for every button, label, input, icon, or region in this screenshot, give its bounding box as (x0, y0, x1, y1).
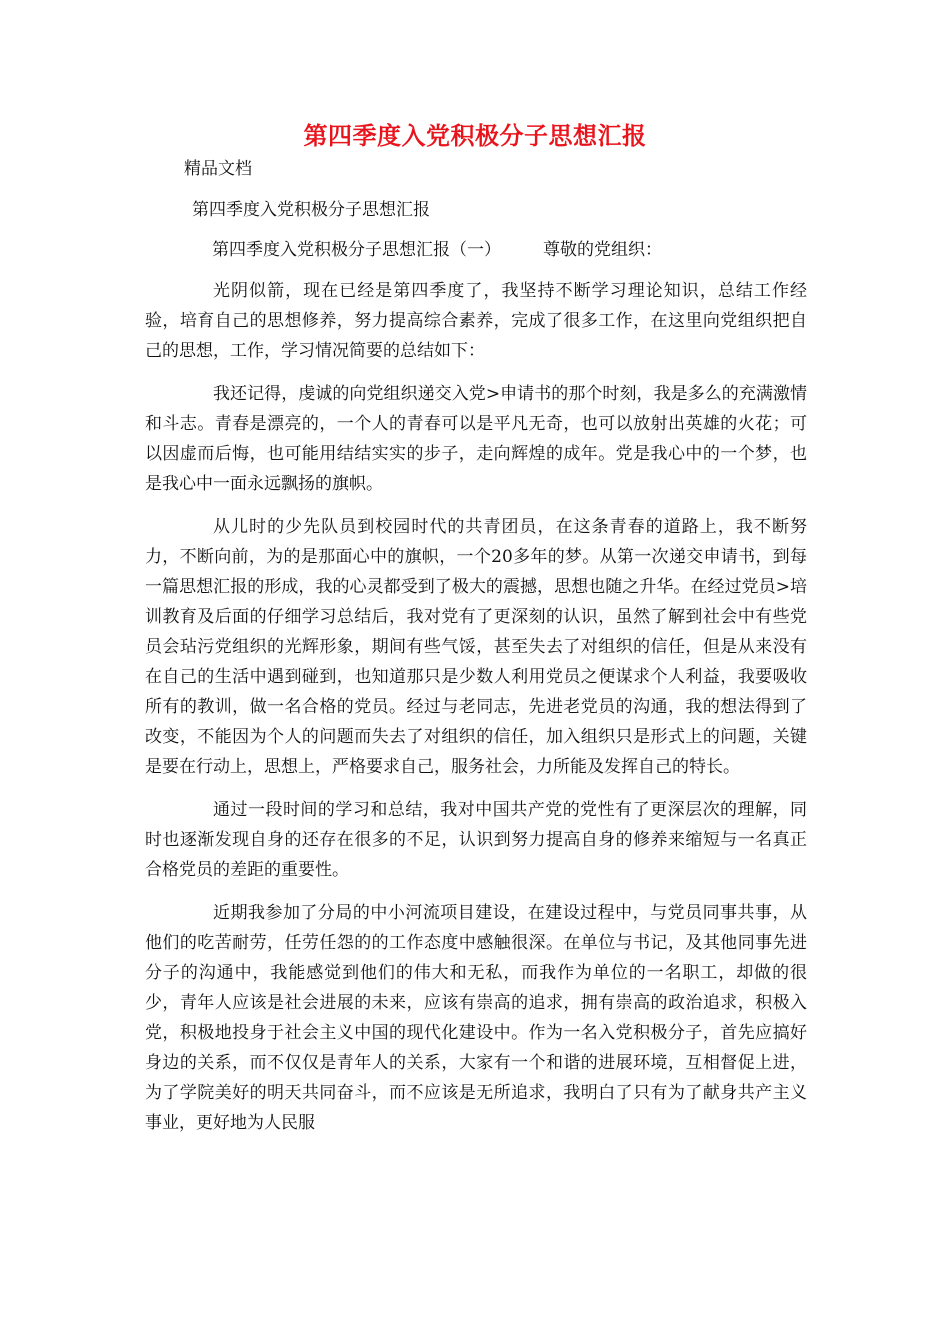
document-subtitle: 第四季度入党积极分子思想汇报 (192, 200, 430, 220)
document-title: 第四季度入党积极分子思想汇报 (303, 122, 647, 150)
header-label: 精品文档 (184, 159, 252, 179)
body-text (145, 276, 807, 1151)
paragraph: 近期我参加了分局的中小河流项目建设，在建设过程中，与党员同事共事，从他们的吃苦耐劳，任劳任怨的的工作态度中感触很深。在单位与书记，及其他同事先进分子的沟通中，我能感觉到他们的伟大和无私，而我作为单位的一名职工，却做的很少，青年人应该是社会进展的未来，应该有崇高的追求，拥有崇高的政治追求，积极入党，积极地投身于社会主义中国的现代化建设中。作为一名入党积极分子，首先应搞好身边的关系，而不仅仅是青年人的关系，大家有一个和谐的进展环境，互相督促上进，为了学院美好的明天共同奋斗，而不应该是无所追求，我明白了只有为了献身共产主义事业，更好地为人民服 (145, 903, 807, 1133)
paragraph: 我还记得，虔诚的向党组织递交入党>申请书的那个时刻，我是多么的充满激情和斗志。青春是漂亮的，一个人的青春可以是平凡无奇，也可以放射出英雄的火花；可以因虚而后悔，也可能用结结实实的步子，走向辉煌的成年。党是我心中的一个梦，也是我心中一面永远飘扬的旗帜。 (145, 384, 807, 494)
salutation: 尊敬的党组织： (543, 240, 662, 260)
paragraph: 光阴似箭，现在已经是第四季度了，我坚持不断学习理论知识，总结工作经验，培育自己的思想修养，努力提高综合素养，完成了很多工作，在这里向党组织把自己的思想，工作，学习情况简要的总结如下： (145, 281, 807, 361)
paragraph: 通过一段时间的学习和总结，我对中国共产党的党性有了更深层次的理解，同时也逐渐发现自身的还存在很多的不足，认识到努力提高自身的修养来缩短与一名真正合格党员的差距的重要性。 (145, 800, 807, 880)
section-heading: 第四季度入党积极分子思想汇报（一） (212, 240, 501, 260)
greeting-row (212, 238, 662, 262)
paragraph: 从儿时的少先队员到校园时代的共青团员，在这条青春的道路上，我不断努力，不断向前，为的是那面心中的旗帜，一个20多年的梦。从第一次递交申请书，到每一篇思想汇报的形成，我的心灵都受到了极大的震撼，思想也随之升华。在经过党员>培训教育及后面的仔细学习总结后，我对党有了更深刻的认识，虽然了解到社会中有些党员会玷污党组织的光辉形象，期间有些气馁，甚至失去了对组织的信任，但是从来没有在自己的生活中遇到碰到，也知道那只是少数人利用党员之便谋求个人利益，我要吸收所有的教训，做一名合格的党员。经过与老同志，先进老党员的沟通，我的想法得到了改变，不能因为个人的问题而失去了对组织的信任，加入组织只是形式上的问题，关键是要在行动上，思想上，严格要求自己，服务社会，力所能及发挥自己的特长。 (145, 517, 807, 777)
